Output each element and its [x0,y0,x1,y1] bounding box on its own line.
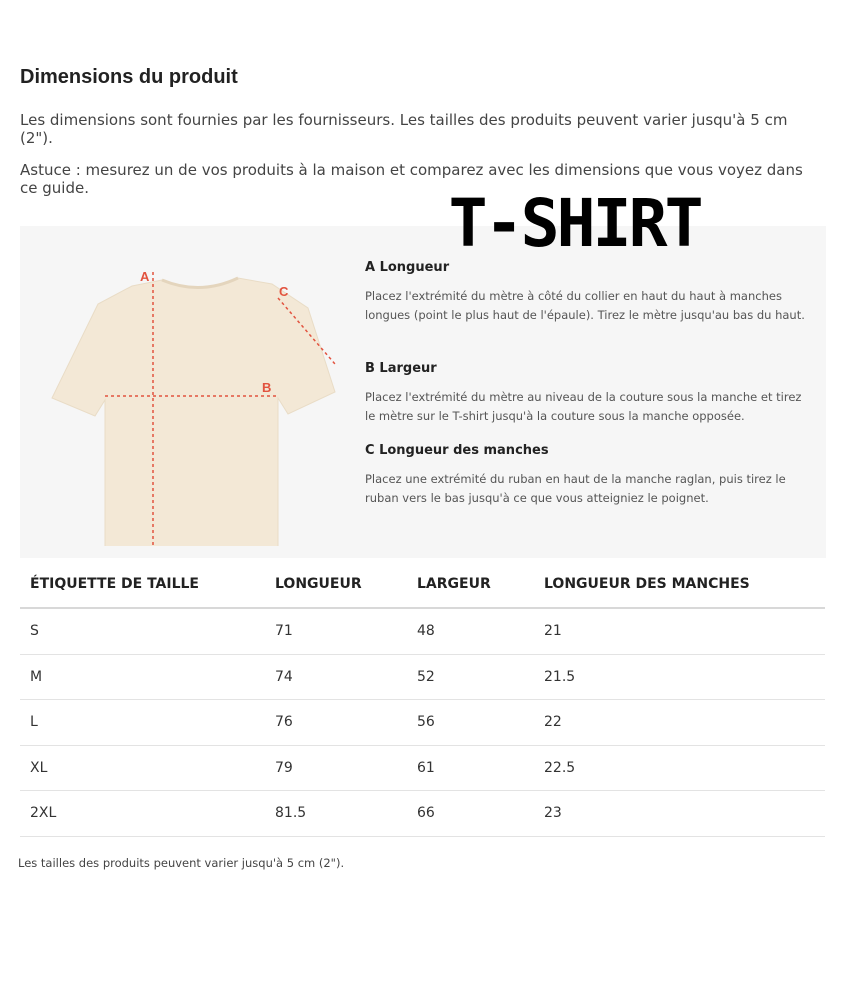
length-cell: 79 [265,745,407,791]
table-row [20,745,825,791]
sleeve-length-cell: 21 [534,608,825,654]
table-row [20,791,825,837]
sleeve-length-cell: 22 [534,700,825,746]
column-header: LONGUEUR DES MANCHES [534,561,825,608]
size-table [20,561,825,837]
size-label-cell: L [20,700,265,746]
column-header: LARGEUR [407,561,534,608]
measurement-a [365,260,810,325]
footnote: Les tailles des produits peuvent varier jusqu'à 5 cm (2"). [18,856,345,870]
width-cell: 56 [407,700,534,746]
size-label-cell: 2XL [20,791,265,837]
width-cell: 61 [407,745,534,791]
size-label-cell: XL [20,745,265,791]
length-cell: 71 [265,608,407,654]
table-row [20,654,825,700]
length-cell: 74 [265,654,407,700]
measurement-a-text: Placez l'extrémité du mètre à côté du collier en haut du haut à manches longues (point le plus haut de l'épaule). Tirez le mètre jusqu'au bas du haut. [365,289,805,322]
table-header-row [20,561,825,608]
column-header: ÉTIQUETTE DE TAILLE [20,561,265,608]
page-title: Dimensions du produit [20,66,238,88]
intro-text: Les dimensions sont fournies par les fournisseurs. Les tailles des produits peuvent varier jusqu'à 5 cm (2"). [20,111,788,147]
marker-a: A [140,269,150,284]
sleeve-length-cell: 22.5 [534,745,825,791]
length-cell: 76 [265,700,407,746]
sleeve-length-cell: 23 [534,791,825,837]
measurement-b [365,361,810,426]
marker-c: C [279,284,289,299]
measurement-c [365,443,810,508]
size-label-cell: S [20,608,265,654]
column-header: LONGUEUR [265,561,407,608]
t-shirt-stamp: T-SHIRT [448,185,701,262]
tip-text: Astuce : mesurez un de vos produits à la maison et comparez avec les dimensions que vous voyez dans ce guide. [20,161,803,197]
sleeve-length-cell: 21.5 [534,654,825,700]
measurement-b-title: B Largeur [365,361,437,376]
measurement-b-text: Placez l'extrémité du mètre au niveau de la couture sous la manche et tirez le mètre sur le T-shirt jusqu'à la couture sous la manche opposée. [365,390,802,423]
t-shirt-diagram [50,246,350,546]
table-row [20,700,825,746]
length-cell: 81.5 [265,791,407,837]
width-cell: 52 [407,654,534,700]
marker-b: B [262,380,272,395]
table-row [20,608,825,654]
width-cell: 48 [407,608,534,654]
measurement-c-title: C Longueur des manches [365,443,549,458]
measurement-c-text: Placez une extrémité du ruban en haut de la manche raglan, puis tirez le ruban vers le bas jusqu'à ce que vous atteigniez le poignet. [365,472,786,505]
measurement-a-title: A Longueur [365,260,450,275]
width-cell: 66 [407,791,534,837]
size-label-cell: M [20,654,265,700]
t-shirt-shape [52,278,335,546]
